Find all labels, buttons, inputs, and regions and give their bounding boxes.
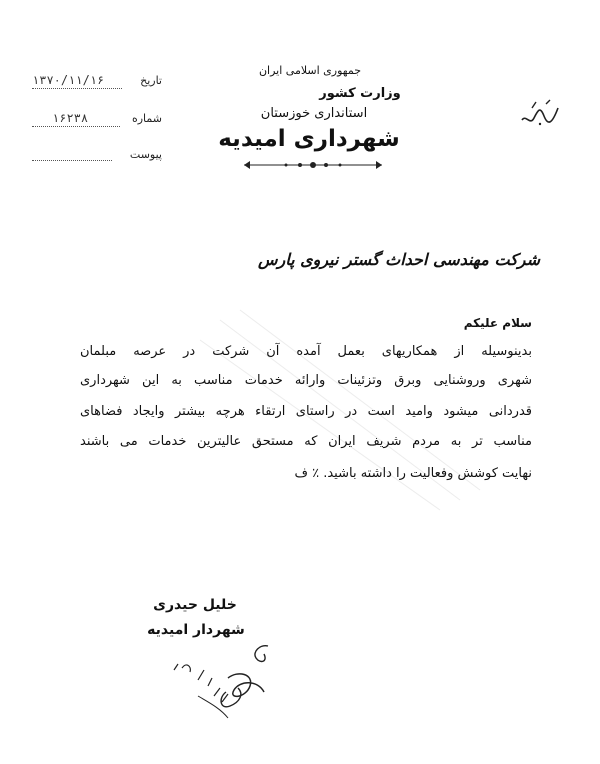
republic-heading: جمهوری اسلامی ایران xyxy=(258,64,362,77)
handwritten-signature xyxy=(168,640,288,730)
recipient-name: شرکت مهندسی احداث گستر نیروی پارس xyxy=(257,250,540,269)
body-line: بدینوسیله از همکاریهای بعمل آمده آن شرکت در عرصه مبلمان xyxy=(80,344,532,359)
date-value: ۱۳۷۰/۱۱/۱۶ xyxy=(32,73,105,87)
governorate-heading: استانداری خوزستان xyxy=(260,106,368,121)
signer-name: خلیل حیدری xyxy=(153,597,237,613)
number-dotted-line xyxy=(32,126,120,127)
number-value: ۱۶۲۳۸ xyxy=(52,111,89,125)
body-line: شهری وروشنایی وبرق وتزئینات وارائه خدمات مناسب به این شهرداری xyxy=(80,373,532,388)
attachment-dotted-line xyxy=(32,160,112,161)
body-line: مناسب تر به مردم شریف ایران که مستحق عالیترین خدمات می باشند xyxy=(80,434,532,449)
body-line: نهایت کوشش وفعالیت را داشته باشید. ٪ ف xyxy=(294,466,532,481)
signer-title: شهردار امیدیه xyxy=(147,622,245,638)
number-label: شماره xyxy=(131,112,162,125)
attachment-field xyxy=(32,148,162,166)
date-field xyxy=(32,74,162,92)
body-line: قدردانی میشود وامید است در راستای ارتقاء هرچه بیشتر وایجاد فضاهای xyxy=(80,404,532,419)
number-field xyxy=(32,112,162,130)
ministry-heading: وزارت کشور xyxy=(319,86,401,101)
logo-mark xyxy=(518,96,562,130)
greeting: سلام علیکم xyxy=(463,316,532,330)
date-dotted-line xyxy=(32,88,122,89)
municipality-title: شهرداری امیدیه xyxy=(218,126,400,152)
attachment-label: پیوست xyxy=(129,148,162,161)
date-label: تاریخ xyxy=(140,74,162,87)
ornament-divider xyxy=(238,158,388,172)
